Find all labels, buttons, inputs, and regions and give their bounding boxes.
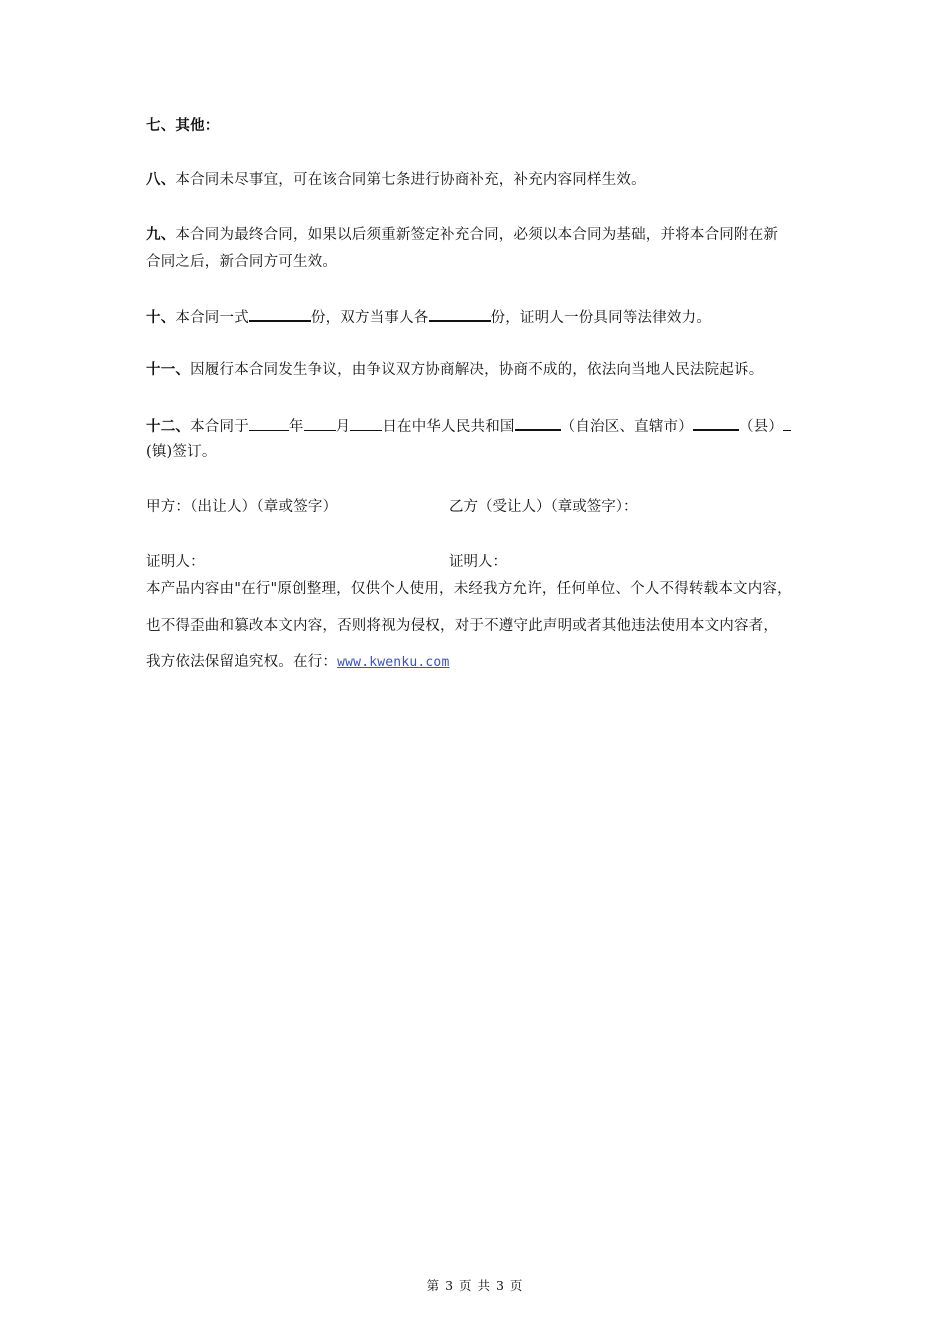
- section-12-line-2: (镇)签订。: [146, 444, 217, 460]
- day-label: 日在中华人民共和国: [382, 419, 515, 435]
- section-8-text: 本合同未尽事宜，可在该合同第七条进行协商补充，补充内容同样生效。: [175, 172, 646, 188]
- province-blank[interactable]: [515, 415, 561, 431]
- year-label: 年: [288, 419, 304, 435]
- year-blank[interactable]: [249, 416, 289, 431]
- section-10: [146, 306, 711, 328]
- region-label: （自治区、直辖市）: [560, 419, 693, 435]
- website-link[interactable]: www.kwenku.com: [337, 655, 450, 670]
- section-12-line-1: [146, 415, 791, 437]
- section-8-number: 八、: [146, 171, 176, 188]
- section-9-line-1: [146, 225, 778, 245]
- section-12-number: 十二、: [146, 418, 191, 435]
- section-11-text: 因履行本合同发生争议，由争议双方协商解决，协商不成的，依法向当地人民法院起诉。: [190, 362, 764, 378]
- witness-a: 证明人：: [146, 554, 205, 570]
- party-a-signature: 甲方：（出让人）（章或签字）: [146, 499, 338, 515]
- town-blank[interactable]: [783, 416, 791, 431]
- disclaimer-text-3: 我方依法保留追究权。在行：: [146, 654, 338, 670]
- witness-b: 证明人：: [449, 554, 507, 570]
- county-label: （县）: [738, 419, 784, 435]
- disclaimer-line-2: 也不得歪曲和篡改本文内容，否则将视为侵权，对于不遵守此声明或者其他违法使用本文内容者，: [146, 618, 779, 634]
- day-blank[interactable]: [350, 416, 382, 431]
- section-10-text-1: 本合同一式: [175, 310, 249, 326]
- county-blank[interactable]: [693, 415, 739, 431]
- section-7-heading: 七、其他：: [146, 117, 220, 134]
- disclaimer-line-3: [146, 652, 449, 673]
- party-b-signature: 乙方（受让人）（章或签字）：: [449, 499, 638, 515]
- month-label: 月: [335, 419, 351, 435]
- copies-each-blank[interactable]: [429, 306, 491, 322]
- section-12-text-1: 本合同于: [190, 419, 249, 435]
- section-10-number: 十、: [146, 309, 176, 326]
- disclaimer-line-1: 本产品内容由"在行"原创整理，仅供个人使用，未经我方允许，任何单位、个人不得转载本文内容，: [146, 581, 792, 597]
- section-9-text-1: 本合同为最终合同，如果以后须重新签定补充合同，必须以本合同为基础，并将本合同附在新: [175, 227, 779, 243]
- section-8: [146, 170, 646, 190]
- section-9-number: 九、: [146, 226, 176, 243]
- section-10-text-3: 份，证明人一份具同等法律效力。: [490, 310, 712, 326]
- section-10-text-2: 份，双方当事人各: [310, 310, 429, 326]
- section-11: [146, 360, 763, 380]
- section-9-line-2: 合同之后，新合同方可生效。: [146, 254, 338, 270]
- section-11-number: 十一、: [146, 361, 191, 378]
- month-blank[interactable]: [304, 416, 336, 431]
- copies-total-blank[interactable]: [249, 306, 311, 322]
- page-footer: 第 3 页 共 3 页: [426, 1278, 524, 1293]
